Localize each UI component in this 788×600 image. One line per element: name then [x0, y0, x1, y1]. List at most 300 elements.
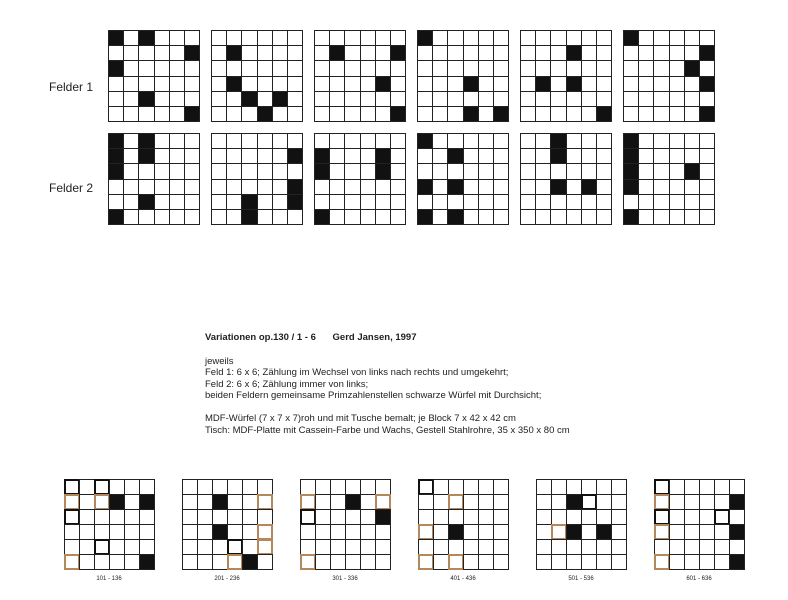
empty-cell: [169, 45, 185, 61]
empty-cell: [669, 60, 685, 76]
empty-cell: [433, 524, 449, 540]
empty-cell: [581, 163, 597, 179]
grid-caption: 201 - 236: [214, 576, 240, 582]
empty-cell: [109, 479, 125, 495]
empty-cell: [714, 524, 730, 540]
outlined-cube-orange: [257, 524, 273, 540]
empty-cell: [729, 509, 745, 525]
empty-cell: [581, 148, 597, 164]
empty-cell: [227, 524, 243, 540]
empty-cell: [653, 194, 669, 210]
empty-cell: [535, 30, 551, 46]
empty-cell: [684, 524, 700, 540]
empty-cell: [211, 163, 227, 179]
empty-cell: [535, 163, 551, 179]
empty-cell: [520, 179, 536, 195]
empty-cell: [566, 509, 582, 525]
empty-cell: [654, 539, 670, 555]
empty-cell: [344, 133, 360, 149]
empty-cell: [520, 91, 536, 107]
empty-cell: [212, 554, 228, 570]
empty-cell: [520, 76, 536, 92]
empty-cell: [138, 76, 154, 92]
empty-cell: [257, 163, 273, 179]
empty-cell: [684, 539, 700, 555]
black-cube: [375, 163, 391, 179]
outlined-cube-orange: [300, 554, 316, 570]
empty-cell: [447, 194, 463, 210]
empty-cell: [669, 133, 685, 149]
empty-cell: [211, 148, 227, 164]
outlined-cube-orange: [654, 494, 670, 510]
empty-cell: [535, 148, 551, 164]
felder-1-label: Felder 1: [49, 80, 94, 94]
empty-cell: [360, 30, 376, 46]
empty-cell: [638, 209, 654, 225]
empty-cell: [566, 479, 582, 495]
empty-cell: [493, 91, 509, 107]
empty-cell: [287, 60, 303, 76]
empty-cell: [684, 148, 700, 164]
empty-cell: [375, 30, 391, 46]
empty-cell: [226, 133, 242, 149]
empty-cell: [257, 45, 273, 61]
empty-cell: [699, 509, 715, 525]
bottom-grid: [182, 479, 272, 569]
empty-cell: [447, 30, 463, 46]
empty-cell: [478, 554, 494, 570]
empty-cell: [109, 509, 125, 525]
empty-cell: [566, 194, 582, 210]
empty-cell: [227, 494, 243, 510]
empty-cell: [287, 106, 303, 122]
empty-cell: [493, 539, 509, 555]
empty-cell: [581, 554, 597, 570]
empty-cell: [550, 76, 566, 92]
empty-cell: [197, 524, 213, 540]
empty-cell: [257, 194, 273, 210]
empty-cell: [241, 76, 257, 92]
empty-cell: [623, 106, 639, 122]
empty-cell: [478, 209, 494, 225]
black-cube: [566, 494, 582, 510]
empty-cell: [109, 554, 125, 570]
empty-cell: [124, 524, 140, 540]
black-cube: [417, 209, 433, 225]
empty-cell: [493, 554, 509, 570]
empty-cell: [330, 509, 346, 525]
empty-cell: [123, 76, 139, 92]
empty-cell: [581, 106, 597, 122]
info-line: Tisch: MDF-Platte mit Cassein-Farbe und Wachs, Gestell Stahlrohre, 35 x 350 x 80 cm: [205, 424, 570, 436]
empty-cell: [653, 45, 669, 61]
outlined-cube-orange: [94, 494, 110, 510]
empty-cell: [139, 479, 155, 495]
empty-cell: [418, 539, 434, 555]
empty-cell: [212, 509, 228, 525]
empty-cell: [581, 30, 597, 46]
empty-cell: [124, 554, 140, 570]
empty-cell: [138, 60, 154, 76]
empty-cell: [375, 479, 391, 495]
felder-1-grid: [211, 30, 302, 121]
black-cube: [417, 133, 433, 149]
empty-cell: [182, 539, 198, 555]
empty-cell: [478, 179, 494, 195]
empty-cell: [138, 106, 154, 122]
empty-cell: [729, 539, 745, 555]
empty-cell: [344, 148, 360, 164]
info-line: Feld 2: 6 x 6; Zählung immer von links;: [205, 378, 369, 390]
black-cube: [139, 494, 155, 510]
empty-cell: [447, 106, 463, 122]
empty-cell: [123, 179, 139, 195]
empty-cell: [432, 179, 448, 195]
black-cube: [623, 209, 639, 225]
empty-cell: [581, 509, 597, 525]
artwork-title: [205, 332, 570, 344]
empty-cell: [257, 554, 273, 570]
empty-cell: [330, 479, 346, 495]
empty-cell: [287, 45, 303, 61]
empty-cell: [535, 179, 551, 195]
empty-cell: [272, 45, 288, 61]
empty-cell: [684, 45, 700, 61]
black-cube: [108, 148, 124, 164]
black-cube: [417, 179, 433, 195]
empty-cell: [182, 494, 198, 510]
empty-cell: [596, 194, 612, 210]
empty-cell: [360, 148, 376, 164]
empty-cell: [463, 524, 479, 540]
empty-cell: [375, 209, 391, 225]
black-cube: [184, 106, 200, 122]
black-cube: [623, 133, 639, 149]
empty-cell: [463, 148, 479, 164]
black-cube: [447, 148, 463, 164]
black-cube: [108, 60, 124, 76]
black-cube: [566, 524, 582, 540]
felder-2-label: Felder 2: [49, 181, 94, 195]
black-cube: [138, 194, 154, 210]
empty-cell: [139, 539, 155, 555]
felder-2-grid: [417, 133, 508, 224]
empty-cell: [226, 106, 242, 122]
empty-cell: [699, 163, 715, 179]
empty-cell: [257, 479, 273, 495]
empty-cell: [330, 554, 346, 570]
empty-cell: [611, 494, 627, 510]
empty-cell: [493, 494, 509, 510]
empty-cell: [493, 30, 509, 46]
empty-cell: [184, 194, 200, 210]
empty-cell: [315, 539, 331, 555]
empty-cell: [272, 60, 288, 76]
empty-cell: [184, 133, 200, 149]
empty-cell: [551, 539, 567, 555]
empty-cell: [433, 509, 449, 525]
empty-cell: [520, 60, 536, 76]
empty-cell: [123, 133, 139, 149]
empty-cell: [390, 163, 406, 179]
outlined-cube-black: [94, 479, 110, 495]
empty-cell: [64, 539, 80, 555]
empty-cell: [536, 479, 552, 495]
empty-cell: [226, 30, 242, 46]
empty-cell: [536, 509, 552, 525]
empty-cell: [611, 524, 627, 540]
empty-cell: [714, 479, 730, 495]
empty-cell: [447, 45, 463, 61]
empty-cell: [154, 194, 170, 210]
empty-cell: [184, 179, 200, 195]
author-text: Gerd Jansen, 1997: [332, 332, 417, 343]
empty-cell: [684, 194, 700, 210]
empty-cell: [417, 194, 433, 210]
empty-cell: [669, 479, 685, 495]
black-cube: [566, 76, 582, 92]
empty-cell: [154, 209, 170, 225]
empty-cell: [272, 148, 288, 164]
empty-cell: [197, 554, 213, 570]
empty-cell: [94, 524, 110, 540]
empty-cell: [272, 133, 288, 149]
empty-cell: [197, 509, 213, 525]
empty-cell: [123, 148, 139, 164]
empty-cell: [714, 494, 730, 510]
black-cube: [375, 148, 391, 164]
grid-caption: 601 - 636: [686, 576, 712, 582]
empty-cell: [418, 494, 434, 510]
outlined-cube-orange: [64, 554, 80, 570]
empty-cell: [623, 60, 639, 76]
outlined-cube-black: [654, 479, 670, 495]
empty-cell: [596, 133, 612, 149]
empty-cell: [669, 30, 685, 46]
empty-cell: [169, 179, 185, 195]
empty-cell: [375, 554, 391, 570]
empty-cell: [596, 76, 612, 92]
empty-cell: [623, 76, 639, 92]
empty-cell: [535, 194, 551, 210]
outlined-cube-orange: [257, 494, 273, 510]
empty-cell: [227, 479, 243, 495]
empty-cell: [390, 148, 406, 164]
empty-cell: [638, 30, 654, 46]
empty-cell: [123, 194, 139, 210]
empty-cell: [653, 179, 669, 195]
empty-cell: [447, 60, 463, 76]
empty-cell: [300, 539, 316, 555]
empty-cell: [699, 539, 715, 555]
felder-1-grid: [623, 30, 714, 121]
empty-cell: [463, 60, 479, 76]
empty-cell: [360, 509, 376, 525]
empty-cell: [390, 179, 406, 195]
empty-cell: [184, 209, 200, 225]
empty-cell: [360, 133, 376, 149]
empty-cell: [566, 148, 582, 164]
empty-cell: [226, 148, 242, 164]
empty-cell: [432, 91, 448, 107]
empty-cell: [684, 30, 700, 46]
felder-1-grid: [417, 30, 508, 121]
empty-cell: [272, 163, 288, 179]
outlined-cube-orange: [551, 524, 567, 540]
empty-cell: [493, 209, 509, 225]
black-cube: [108, 209, 124, 225]
black-cube: [493, 106, 509, 122]
empty-cell: [287, 209, 303, 225]
empty-cell: [330, 539, 346, 555]
empty-cell: [669, 539, 685, 555]
black-cube: [699, 45, 715, 61]
empty-cell: [596, 148, 612, 164]
black-cube: [108, 30, 124, 46]
empty-cell: [478, 524, 494, 540]
empty-cell: [257, 60, 273, 76]
felder-1-grid: [108, 30, 199, 121]
empty-cell: [315, 494, 331, 510]
empty-cell: [257, 209, 273, 225]
empty-cell: [699, 133, 715, 149]
info-line: jeweils: [205, 355, 234, 367]
empty-cell: [79, 524, 95, 540]
black-cube: [139, 554, 155, 570]
empty-cell: [344, 60, 360, 76]
empty-cell: [182, 554, 198, 570]
black-cube: [241, 91, 257, 107]
info-line: Feld 1: 6 x 6; Zählung im Wechsel von links nach rechts und umgekehrt;: [205, 367, 509, 378]
empty-cell: [448, 509, 464, 525]
black-cube: [623, 148, 639, 164]
empty-cell: [123, 209, 139, 225]
empty-cell: [566, 91, 582, 107]
black-cube: [138, 91, 154, 107]
empty-cell: [493, 509, 509, 525]
empty-cell: [653, 76, 669, 92]
empty-cell: [699, 60, 715, 76]
empty-cell: [535, 209, 551, 225]
empty-cell: [241, 133, 257, 149]
empty-cell: [550, 60, 566, 76]
empty-cell: [478, 509, 494, 525]
empty-cell: [344, 209, 360, 225]
bottom-grid: [418, 479, 508, 569]
empty-cell: [551, 509, 567, 525]
empty-cell: [493, 163, 509, 179]
empty-cell: [596, 45, 612, 61]
empty-cell: [478, 76, 494, 92]
empty-cell: [550, 91, 566, 107]
empty-cell: [550, 30, 566, 46]
empty-cell: [638, 133, 654, 149]
empty-cell: [329, 148, 345, 164]
empty-cell: [447, 133, 463, 149]
outlined-cube-black: [94, 539, 110, 555]
bottom-grid: [536, 479, 626, 569]
empty-cell: [329, 209, 345, 225]
felder-1-grid: [314, 30, 405, 121]
empty-cell: [184, 60, 200, 76]
black-cube: [226, 76, 242, 92]
black-cube: [138, 133, 154, 149]
empty-cell: [344, 76, 360, 92]
empty-cell: [611, 539, 627, 555]
empty-cell: [433, 554, 449, 570]
empty-cell: [108, 45, 124, 61]
empty-cell: [432, 76, 448, 92]
empty-cell: [417, 45, 433, 61]
empty-cell: [375, 106, 391, 122]
empty-cell: [184, 76, 200, 92]
empty-cell: [493, 479, 509, 495]
empty-cell: [551, 479, 567, 495]
title-text: Variationen op.130 / 1 - 6: [205, 332, 316, 343]
empty-cell: [535, 91, 551, 107]
empty-cell: [139, 524, 155, 540]
empty-cell: [314, 179, 330, 195]
empty-cell: [345, 554, 361, 570]
black-cube: [729, 554, 745, 570]
empty-cell: [418, 509, 434, 525]
empty-cell: [566, 133, 582, 149]
empty-cell: [463, 539, 479, 555]
empty-cell: [493, 194, 509, 210]
black-cube: [212, 524, 228, 540]
empty-cell: [463, 133, 479, 149]
empty-cell: [314, 60, 330, 76]
black-cube: [345, 494, 361, 510]
empty-cell: [197, 494, 213, 510]
empty-cell: [493, 133, 509, 149]
empty-cell: [432, 194, 448, 210]
empty-cell: [226, 194, 242, 210]
empty-cell: [390, 209, 406, 225]
black-cube: [138, 148, 154, 164]
empty-cell: [432, 30, 448, 46]
empty-cell: [344, 30, 360, 46]
empty-cell: [684, 76, 700, 92]
empty-cell: [360, 163, 376, 179]
empty-cell: [272, 106, 288, 122]
empty-cell: [154, 163, 170, 179]
empty-cell: [550, 209, 566, 225]
empty-cell: [211, 106, 227, 122]
black-cube: [184, 45, 200, 61]
empty-cell: [536, 524, 552, 540]
black-cube: [566, 45, 582, 61]
empty-cell: [211, 76, 227, 92]
black-cube: [287, 194, 303, 210]
empty-cell: [550, 45, 566, 61]
empty-cell: [699, 524, 715, 540]
empty-cell: [478, 148, 494, 164]
empty-cell: [360, 494, 376, 510]
empty-cell: [520, 106, 536, 122]
outlined-cube-black: [581, 494, 597, 510]
empty-cell: [653, 148, 669, 164]
empty-cell: [638, 194, 654, 210]
empty-cell: [315, 509, 331, 525]
empty-cell: [329, 76, 345, 92]
empty-cell: [108, 106, 124, 122]
empty-cell: [211, 194, 227, 210]
empty-cell: [623, 45, 639, 61]
empty-cell: [226, 179, 242, 195]
black-cube: [314, 148, 330, 164]
empty-cell: [669, 76, 685, 92]
